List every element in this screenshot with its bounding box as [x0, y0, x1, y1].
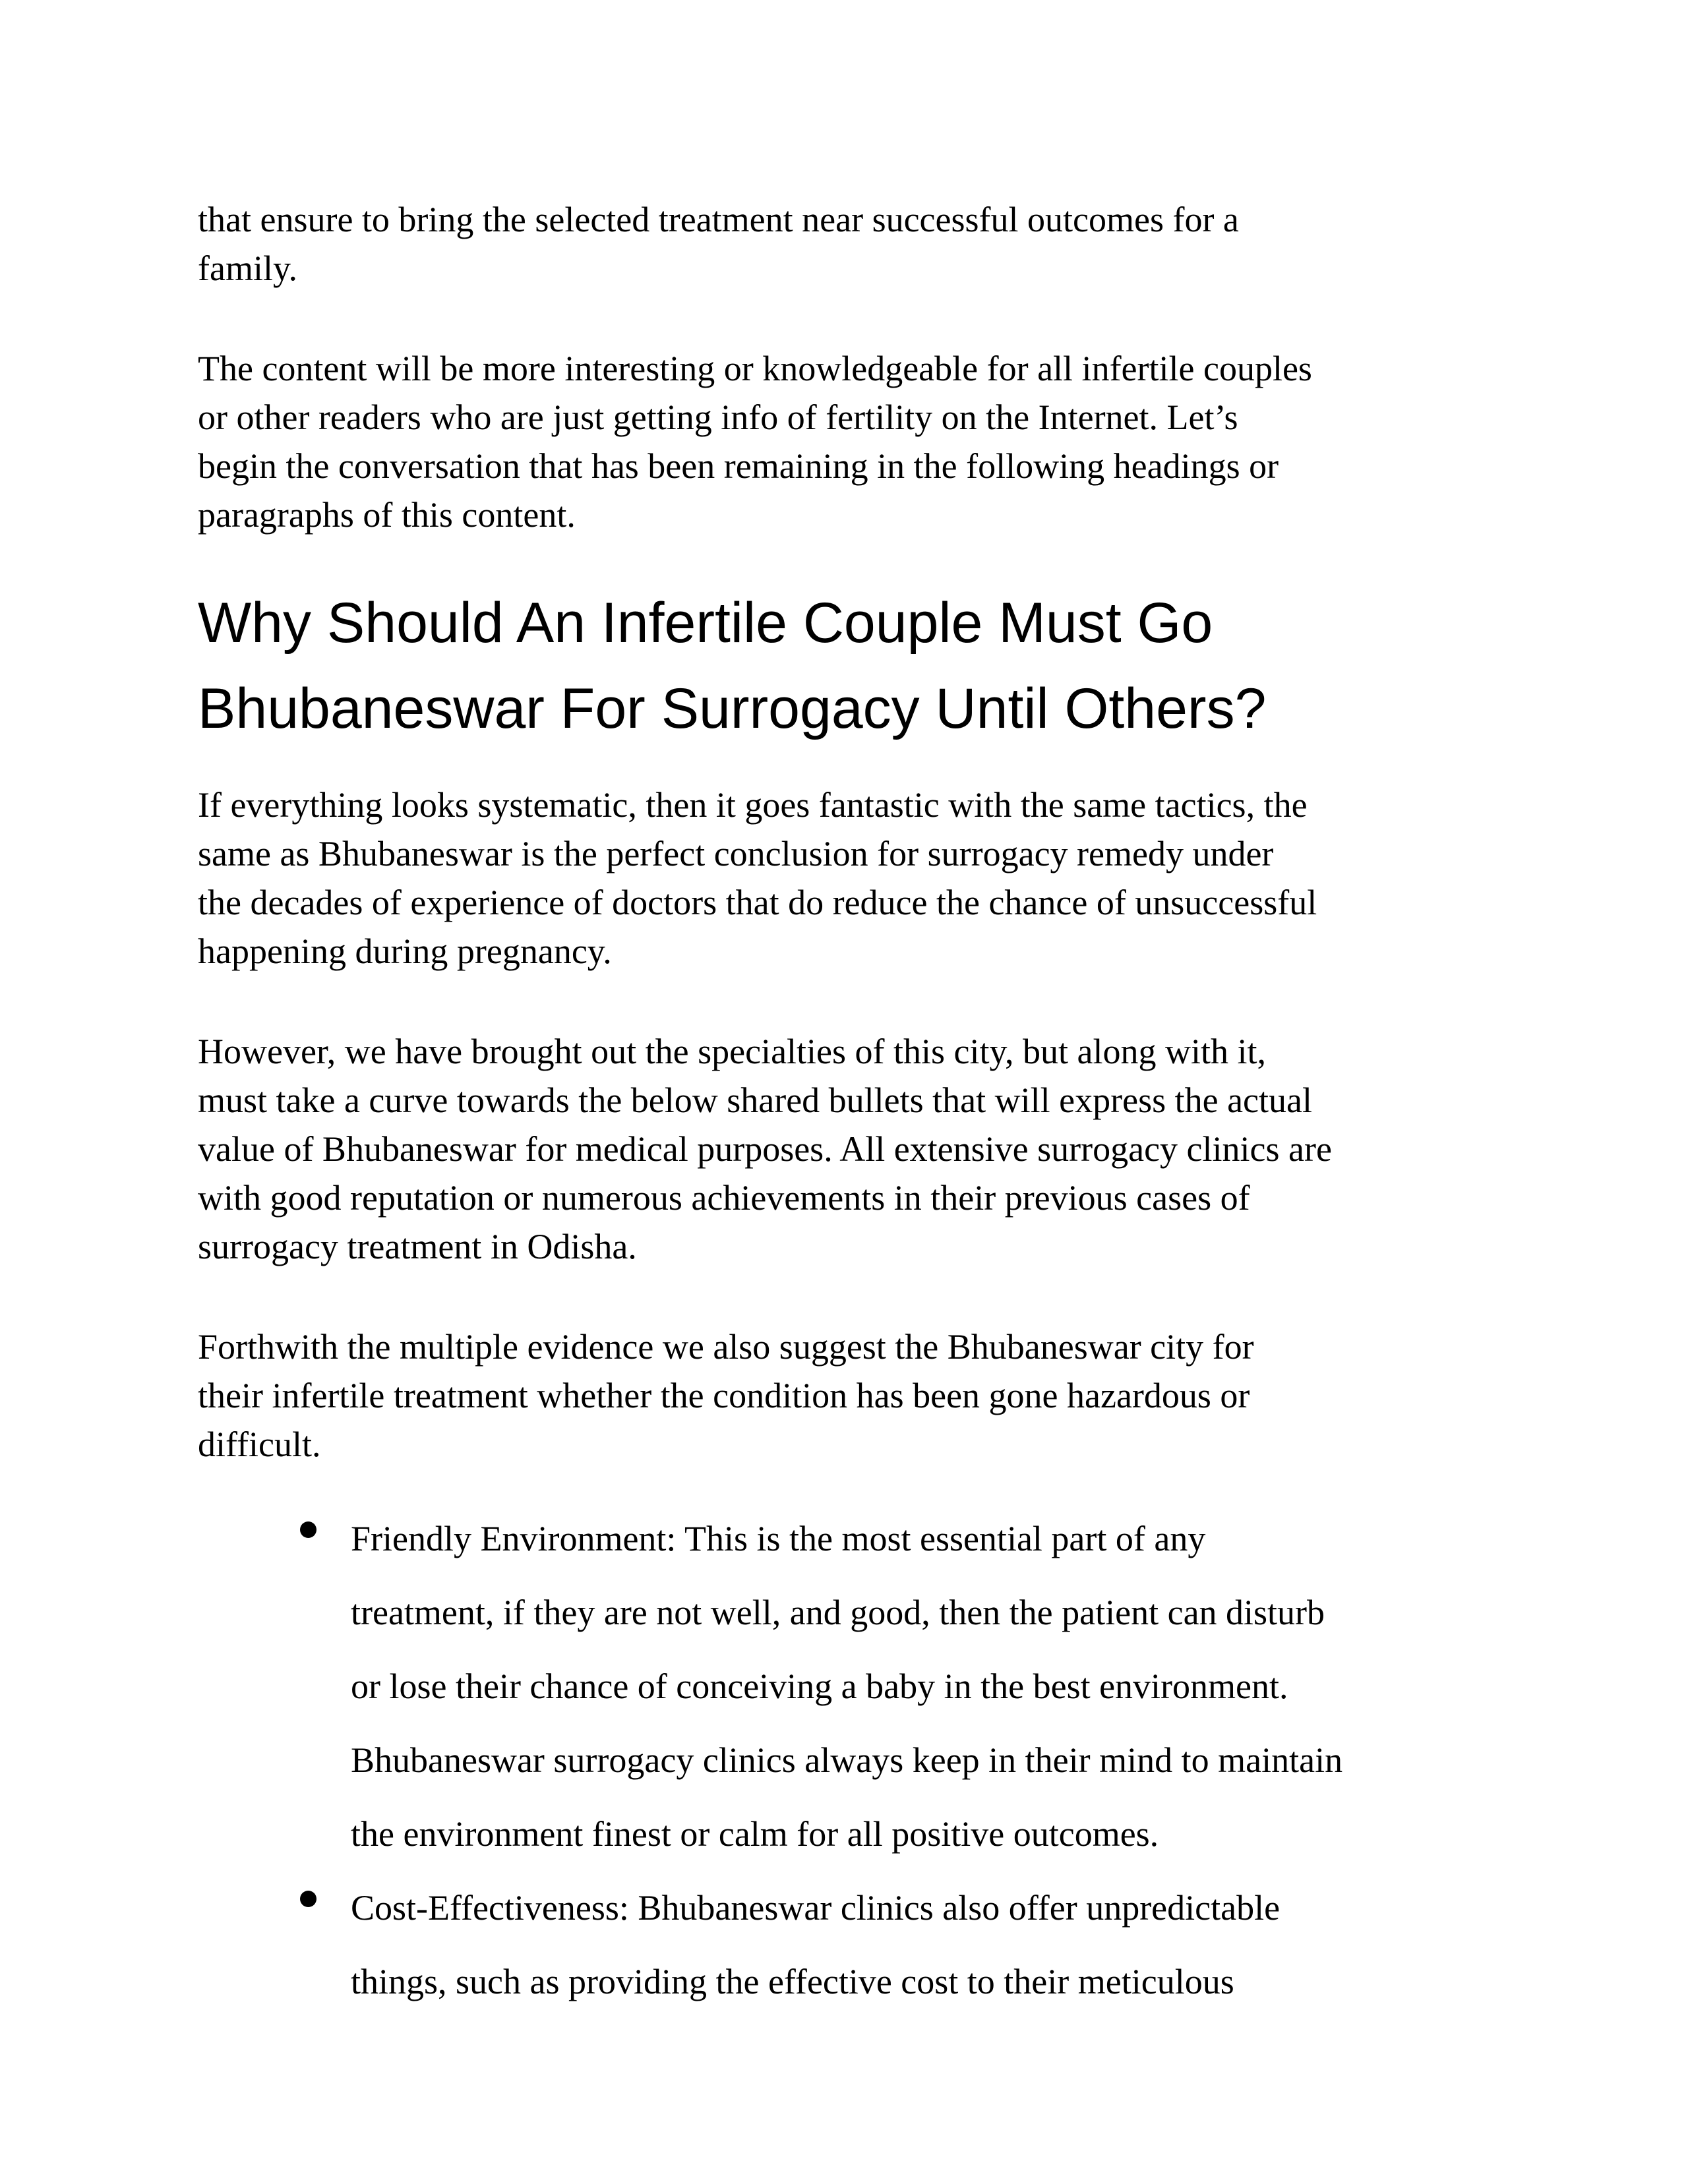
text-line: same as Bhubaneswar is the perfect conclusion for surrogacy remedy under — [198, 834, 1274, 873]
text-line: Friendly Environment: This is the most essential part of any — [351, 1519, 1206, 1558]
text-line: must take a curve towards the below shared bullets that will express the actual — [198, 1080, 1312, 1120]
text-line: The content will be more interesting or knowledgeable for all infertile couples — [198, 349, 1312, 388]
forthwith-paragraph — [198, 1322, 1490, 1469]
however-paragraph — [198, 1027, 1490, 1271]
text-line: with good reputation or numerous achievements in their previous cases of — [198, 1178, 1250, 1218]
text-line: value of Bhubaneswar for medical purposes. All extensive surrogacy clinics are — [198, 1129, 1332, 1169]
text-line: difficult. — [198, 1425, 321, 1464]
bullet-icon — [300, 1521, 316, 1538]
text-line: begin the conversation that has been remaining in the following headings or — [198, 446, 1279, 486]
text-line: things, such as providing the effective cost to their meticulous — [351, 1962, 1234, 2001]
text-line: paragraphs of this content. — [198, 495, 576, 535]
text-line: However, we have brought out the specialties of this city, but along with it, — [198, 1032, 1266, 1071]
section-heading — [198, 580, 1490, 752]
text-line: treatment, if they are not well, and good, then the patient can disturb — [351, 1593, 1325, 1632]
heading-line: Why Should An Infertile Couple Must Go — [198, 591, 1213, 655]
text-line: Bhubaneswar surrogacy clinics always keep in their mind to maintain — [351, 1740, 1343, 1780]
text-line: Forthwith the multiple evidence we also suggest the Bhubaneswar city for — [198, 1327, 1254, 1367]
text-line: If everything looks systematic, then it goes fantastic with the same tactics, the — [198, 785, 1308, 825]
text-line: Cost-Effectiveness: Bhubaneswar clinics also offer unpredictable — [351, 1888, 1281, 1928]
text-line: the decades of experience of doctors that do reduce the chance of unsuccessful — [198, 883, 1317, 922]
text-line: or other readers who are just getting info of fertility on the Internet. Let’s — [198, 398, 1238, 437]
text-line: family. — [198, 249, 297, 288]
text-line: or lose their chance of conceiving a baby in the best environment. — [351, 1667, 1288, 1706]
text-line: happening during pregnancy. — [198, 931, 612, 971]
bullet-icon — [300, 1891, 316, 1907]
bullet-list — [198, 1502, 1490, 2019]
text-line: that ensure to bring the selected treatment near successful outcomes for a — [198, 200, 1239, 239]
text-line: the environment finest or calm for all positive outcomes. — [351, 1814, 1159, 1854]
text-line: surrogacy treatment in Odisha. — [198, 1227, 637, 1266]
content-paragraph — [198, 344, 1490, 539]
text-line: their infertile treatment whether the condition has been gone hazardous or — [198, 1376, 1250, 1415]
heading-line: Bhubaneswar For Surrogacy Until Others? — [198, 677, 1267, 740]
systematic-paragraph — [198, 781, 1490, 976]
bullet-item-friendly-environment — [351, 1502, 1490, 1871]
intro-paragraph — [198, 195, 1490, 293]
bullet-item-cost-effectiveness — [351, 1871, 1490, 2019]
